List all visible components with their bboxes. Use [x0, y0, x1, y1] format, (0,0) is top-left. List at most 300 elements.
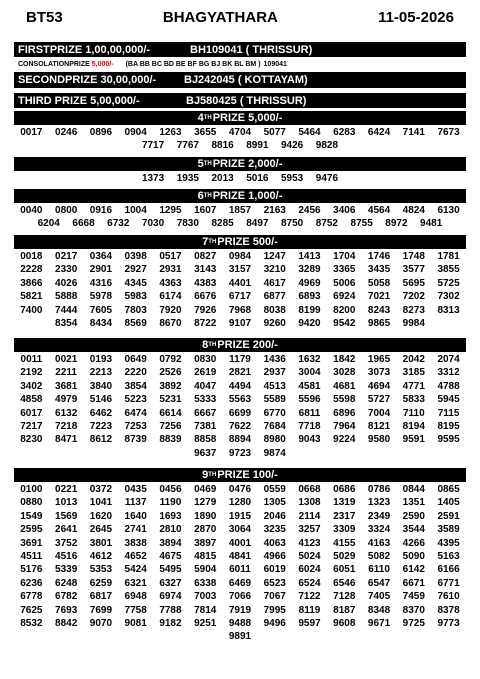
prize-title: PRIZE 200/-: [217, 339, 278, 351]
winning-number: 6469: [228, 577, 252, 589]
winning-number: 9828: [315, 140, 339, 152]
winning-number: 1013: [55, 497, 78, 509]
winning-number: 7405: [367, 591, 391, 603]
winning-number: 9637: [194, 447, 217, 459]
winning-number: 4966: [263, 550, 286, 562]
winning-number: 4788: [437, 380, 460, 392]
winning-number: 3681: [55, 380, 78, 392]
winning-number: 7302: [437, 291, 460, 303]
number-row: [14, 317, 466, 330]
winning-number: 0364: [89, 251, 113, 262]
winning-number: 6717: [228, 291, 252, 303]
consolation-label: CONSOLATIONPRIZE: [18, 60, 90, 68]
winning-number: 7684: [263, 420, 286, 432]
winning-number: 4858: [20, 394, 43, 406]
winning-number: 5904: [194, 564, 217, 576]
winning-number: 1890: [194, 510, 217, 522]
number-row: [14, 577, 466, 590]
winning-number: 1693: [159, 510, 182, 522]
winning-number: 2641: [55, 524, 78, 536]
prize-title: PRIZE 1,000/-: [212, 190, 283, 202]
winning-number: 8497: [246, 218, 269, 230]
winning-number: 2645: [89, 524, 113, 536]
winning-number: 6338: [194, 577, 217, 589]
winning-number: 7830: [176, 218, 199, 230]
winning-number: 4316: [89, 277, 113, 289]
winning-number: 9260: [263, 317, 286, 329]
winning-number: 7995: [263, 604, 286, 616]
winning-number: 6424: [367, 127, 391, 138]
winning-number: 4345: [124, 277, 147, 289]
winning-number: 5978: [89, 291, 113, 303]
winning-number: 9608: [333, 617, 356, 629]
winning-number: 7141: [402, 127, 425, 138]
winning-number: 9081: [124, 617, 147, 629]
winning-number: 7717: [141, 140, 165, 152]
winning-number: 6327: [159, 577, 182, 589]
winning-number: 0011: [20, 354, 43, 365]
winning-number: 9595: [437, 434, 460, 446]
winning-number: 1915: [228, 510, 252, 522]
winning-number: 0786: [367, 484, 391, 495]
winning-number: 7067: [263, 591, 286, 603]
winning-number: 2526: [159, 367, 182, 379]
winning-number: 0984: [228, 251, 252, 262]
winning-number: 6614: [159, 407, 182, 419]
winning-number: 1704: [333, 251, 356, 262]
winning-number: 6782: [55, 591, 78, 603]
winning-number: 1280: [228, 497, 252, 509]
winning-number: 4704: [228, 127, 252, 138]
winning-number: 8187: [333, 604, 356, 616]
winning-number: 2163: [263, 205, 286, 216]
winning-number: 9070: [89, 617, 113, 629]
winning-number: 6668: [72, 218, 95, 230]
winning-number: 5589: [263, 394, 286, 406]
winning-number: 7605: [89, 304, 113, 316]
winning-number: 1319: [333, 497, 356, 509]
winning-number: 7381: [194, 420, 217, 432]
winning-number: 1179: [229, 354, 251, 365]
winning-number: 2013: [211, 173, 234, 184]
prize-header-5: [14, 157, 466, 171]
winning-number: 5821: [20, 291, 43, 303]
prize-title: PRIZE 500/-: [217, 236, 278, 248]
winning-number: 6283: [333, 127, 356, 138]
winning-number: 5223: [124, 394, 147, 406]
winning-number: 8230: [20, 434, 43, 446]
winning-number: 8121: [367, 420, 391, 432]
number-row: [14, 483, 466, 496]
winning-number: 8194: [402, 420, 425, 432]
winning-number: 8313: [437, 304, 460, 316]
consolation-number: 109041: [263, 60, 287, 68]
winning-number: 2456: [298, 205, 321, 216]
winning-number: 6547: [367, 577, 391, 589]
winning-number: 4771: [402, 380, 425, 392]
winning-number: 2228: [20, 264, 43, 276]
winning-number: 1323: [367, 497, 391, 509]
winning-number: 6699: [228, 407, 252, 419]
winning-number: 1295: [159, 205, 182, 216]
prize-title: PRIZE 100/-: [217, 469, 278, 481]
winning-number: 4266: [402, 537, 425, 549]
winning-number: 1413: [298, 251, 321, 262]
number-row: [14, 510, 466, 523]
winning-number: 8842: [55, 617, 78, 629]
consolation-amount: 5,000/-: [91, 60, 114, 68]
winning-number: 9597: [298, 617, 321, 629]
winning-number: 4681: [333, 380, 356, 392]
winning-number: 1351: [402, 497, 425, 509]
winning-number: 1263: [159, 127, 182, 138]
winning-number: 4511: [20, 550, 43, 562]
number-row: [14, 630, 466, 643]
winning-number: 5833: [402, 394, 425, 406]
winning-number: 4581: [298, 380, 321, 392]
winning-number: 0649: [124, 354, 147, 365]
number-row: [14, 420, 466, 433]
prize-header-8: [14, 338, 466, 352]
first-prize-bar: [14, 42, 466, 57]
winning-number: 7610: [437, 591, 460, 603]
winning-number: 7814: [194, 604, 217, 616]
number-row: [14, 290, 466, 303]
winning-number: 7693: [55, 604, 78, 616]
winning-number: 7788: [159, 604, 182, 616]
winning-number: 0246: [55, 127, 78, 138]
number-row: [14, 380, 466, 393]
winning-number: 2870: [194, 524, 217, 536]
number-row: [14, 204, 466, 217]
winning-number: 3185: [402, 367, 425, 379]
winning-number: 2042: [402, 354, 425, 365]
winning-number: 8670: [159, 317, 182, 329]
winning-number: 5424: [124, 564, 147, 576]
winning-number: 3004: [298, 367, 321, 379]
second-prize-ticket: BJ242045 ( KOTTAYAM): [184, 74, 308, 86]
winning-number: 5058: [367, 277, 391, 289]
winning-number: 7920: [159, 304, 182, 316]
winning-number: 3840: [89, 380, 113, 392]
winning-number: 2213: [89, 367, 113, 379]
winning-number: 7926: [194, 304, 217, 316]
winning-number: 4815: [194, 550, 217, 562]
winning-number: 7919: [228, 604, 252, 616]
winning-number: 1965: [367, 354, 391, 365]
winning-number: 3210: [263, 264, 286, 276]
winning-number: 5727: [367, 394, 391, 406]
winning-number: 8038: [263, 304, 286, 316]
winning-number: 8816: [211, 140, 234, 152]
winning-number: 8894: [228, 434, 252, 446]
winning-number: 2349: [367, 510, 391, 522]
winning-number: 5563: [228, 394, 252, 406]
winning-number: 1748: [402, 251, 425, 262]
winning-number: 6204: [37, 218, 60, 230]
number-row: [14, 604, 466, 617]
winning-number: 4513: [263, 380, 286, 392]
prize-ordinal: 8: [202, 339, 209, 351]
winning-number: 5598: [333, 394, 356, 406]
number-row: [14, 250, 466, 263]
winning-number: 6896: [333, 407, 356, 419]
prize-numbers-5: [14, 172, 466, 185]
winning-number: 9725: [402, 617, 425, 629]
winning-number: 0040: [20, 205, 43, 216]
winning-number: 9591: [402, 434, 425, 446]
number-row: [14, 496, 466, 509]
winning-number: 7758: [124, 604, 147, 616]
winning-number: 6667: [194, 407, 217, 419]
prize-numbers-8: [14, 353, 466, 460]
number-row: [14, 590, 466, 603]
winning-number: 3894: [159, 537, 182, 549]
winning-number: 1607: [194, 205, 217, 216]
winning-number: 6236: [20, 577, 43, 589]
winning-number: 4516: [55, 550, 78, 562]
third-prize-bar: [14, 93, 466, 108]
winning-number: 5024: [298, 550, 321, 562]
winning-number: 3309: [333, 524, 356, 536]
winning-number: 7021: [367, 291, 391, 303]
winning-number: 5464: [298, 127, 321, 138]
prize-ordinal-suffix: TH: [208, 342, 217, 348]
winning-number: 0221: [55, 484, 78, 495]
winning-number: 4675: [159, 550, 182, 562]
winning-number: 6771: [437, 577, 460, 589]
winning-number: 3312: [437, 367, 460, 379]
winning-number: 2810: [159, 524, 182, 536]
winning-number: 6924: [333, 291, 356, 303]
winning-number: 3897: [194, 537, 217, 549]
winning-number: 6248: [55, 577, 78, 589]
winning-number: 7003: [194, 591, 217, 603]
winning-number: 6130: [437, 205, 460, 216]
number-row: [14, 263, 466, 276]
winning-number: 9224: [333, 434, 356, 446]
winning-number: 8750: [280, 218, 304, 230]
winning-number: 6166: [437, 564, 460, 576]
winning-number: 6877: [263, 291, 286, 303]
winning-number: 3406: [333, 205, 356, 216]
winning-number: 4494: [228, 380, 252, 392]
winning-number: 6110: [368, 564, 390, 576]
lottery-name: BHAGYATHARA: [162, 8, 278, 26]
winning-number: 2591: [437, 510, 460, 522]
winning-number: 5353: [89, 564, 113, 576]
winning-number: 7968: [228, 304, 252, 316]
number-row: [14, 139, 466, 152]
winning-number: 9476: [315, 173, 339, 184]
winning-number: 1632: [298, 354, 321, 365]
winning-number: 3028: [333, 367, 356, 379]
prize-ordinal-suffix: TH: [208, 239, 217, 245]
winning-number: 3838: [124, 537, 147, 549]
winning-number: 2590: [402, 510, 425, 522]
number-row: [14, 304, 466, 317]
winning-number: 1857: [228, 205, 252, 216]
winning-number: 2937: [263, 367, 286, 379]
winning-number: 9865: [367, 317, 391, 329]
winning-number: 0372: [89, 484, 113, 495]
winning-number: 6974: [159, 591, 182, 603]
number-row: [14, 366, 466, 379]
winning-number: 9426: [281, 140, 304, 152]
prize-numbers-9: [14, 483, 466, 644]
number-row: [14, 617, 466, 630]
winning-number: 3544: [402, 524, 425, 536]
winning-number: 5163: [437, 550, 460, 562]
winning-number: 7964: [333, 420, 356, 432]
winning-number: 0217: [55, 251, 78, 262]
winning-number: 5339: [55, 564, 78, 576]
winning-number: 0865: [437, 484, 460, 495]
winning-number: 5953: [281, 173, 304, 184]
winning-number: 7223: [89, 420, 113, 432]
winning-number: 3064: [228, 524, 252, 536]
winning-number: 5016: [246, 173, 269, 184]
winning-number: 7066: [228, 591, 252, 603]
winning-number: 3289: [298, 264, 321, 276]
winning-number: 2619: [194, 367, 217, 379]
number-row: [14, 217, 466, 230]
number-row: [14, 393, 466, 406]
winning-number: 0018: [20, 251, 43, 262]
winning-number: 2741: [124, 524, 147, 536]
winning-number: 7253: [124, 420, 147, 432]
winning-number: 3866: [20, 277, 43, 289]
winning-number: 3691: [20, 537, 43, 549]
winning-number: 9891: [228, 631, 252, 643]
winning-number: 6893: [298, 291, 321, 303]
number-row: [14, 447, 466, 460]
winning-number: 9488: [228, 617, 252, 629]
winning-number: 8199: [298, 304, 321, 316]
winning-number: 1842: [333, 354, 356, 365]
winning-number: 3435: [367, 264, 391, 276]
winning-number: 2595: [20, 524, 43, 536]
consolation-prize-line: [14, 57, 466, 71]
prize-ordinal-suffix: TH: [208, 472, 217, 478]
winning-number: 8569: [124, 317, 147, 329]
winning-number: 8532: [20, 617, 43, 629]
winning-number: 0686: [333, 484, 356, 495]
winning-number: 0193: [89, 354, 113, 365]
winning-number: 1041: [89, 497, 113, 509]
winning-number: 6523: [263, 577, 286, 589]
winning-number: 1405: [437, 497, 460, 509]
winning-number: 9773: [437, 617, 460, 629]
prize-header-4: [14, 111, 466, 125]
winning-number: 2220: [124, 367, 147, 379]
winning-number: 8612: [89, 434, 113, 446]
winning-number: 3655: [194, 127, 217, 138]
number-row: [14, 537, 466, 550]
winning-number: 2046: [263, 510, 286, 522]
winning-number: 0100: [20, 484, 43, 495]
winning-number: 7622: [228, 420, 252, 432]
prize-header-7: [14, 235, 466, 249]
winning-number: 2931: [159, 264, 182, 276]
winning-number: 9723: [228, 447, 252, 459]
winning-number: 3854: [124, 380, 147, 392]
winning-number: 4363: [159, 277, 182, 289]
winning-number: 0792: [159, 354, 182, 365]
prize-header-9: [14, 468, 466, 482]
number-row: [14, 433, 466, 446]
winning-number: 6732: [107, 218, 130, 230]
winning-number: 7128: [333, 591, 356, 603]
winning-number: 8119: [298, 604, 321, 616]
winning-number: 1569: [55, 510, 78, 522]
winning-number: 6259: [89, 577, 113, 589]
winning-number: 3752: [55, 537, 78, 549]
winning-number: 8434: [89, 317, 113, 329]
prize-ordinal: 7: [202, 236, 209, 248]
winning-number: 7803: [124, 304, 147, 316]
winning-number: 5029: [333, 550, 356, 562]
winning-number: 1305: [263, 497, 286, 509]
winning-number: 7256: [159, 420, 182, 432]
winning-number: 7030: [141, 218, 165, 230]
winning-number: 9182: [159, 617, 182, 629]
winning-number: 3257: [298, 524, 321, 536]
winning-number: 1935: [176, 173, 199, 184]
winning-number: 9481: [420, 218, 443, 230]
winning-number: 1781: [437, 251, 460, 262]
winning-number: 6024: [298, 564, 321, 576]
winning-number: 4841: [228, 550, 252, 562]
winning-number: 5077: [263, 127, 286, 138]
winning-number: 0830: [194, 354, 217, 365]
winning-number: 1308: [298, 497, 321, 509]
winning-number: 8285: [211, 218, 234, 230]
winning-number: 0916: [89, 205, 113, 216]
draw-code: BT53: [26, 8, 63, 26]
number-row: [14, 550, 466, 563]
prize-header-6: [14, 189, 466, 203]
second-prize-bar: [14, 72, 466, 88]
prize-ordinal: 6: [197, 190, 204, 202]
winning-number: 2901: [89, 264, 113, 276]
winning-number: 2114: [298, 510, 321, 522]
winning-number: 4694: [367, 380, 391, 392]
winning-number: 5090: [402, 550, 425, 562]
winning-number: 4155: [333, 537, 356, 549]
winning-number: 4401: [228, 277, 252, 289]
winning-number: 4969: [298, 277, 321, 289]
first-prize-ticket: BH109041 ( THRISSUR): [190, 43, 313, 56]
prize-ordinal: 5: [197, 158, 204, 170]
third-prize-label: THIRD PRIZE 5,00,000/-: [18, 94, 140, 107]
winning-number: 9251: [194, 617, 217, 629]
winning-number: 3143: [194, 264, 217, 276]
winning-number: 0904: [124, 127, 147, 138]
winning-number: 2192: [20, 367, 43, 379]
winning-number: 5082: [367, 550, 391, 562]
winning-number: 1247: [263, 251, 286, 262]
winning-number: 0668: [298, 484, 321, 495]
winning-number: 4163: [367, 537, 391, 549]
winning-number: 1620: [89, 510, 113, 522]
winning-number: 8972: [385, 218, 408, 230]
winning-number: 7400: [20, 304, 43, 316]
winning-number: 4047: [194, 380, 217, 392]
winning-number: 4395: [437, 537, 460, 549]
winning-number: 0517: [159, 251, 182, 262]
winning-number: 2330: [55, 264, 78, 276]
